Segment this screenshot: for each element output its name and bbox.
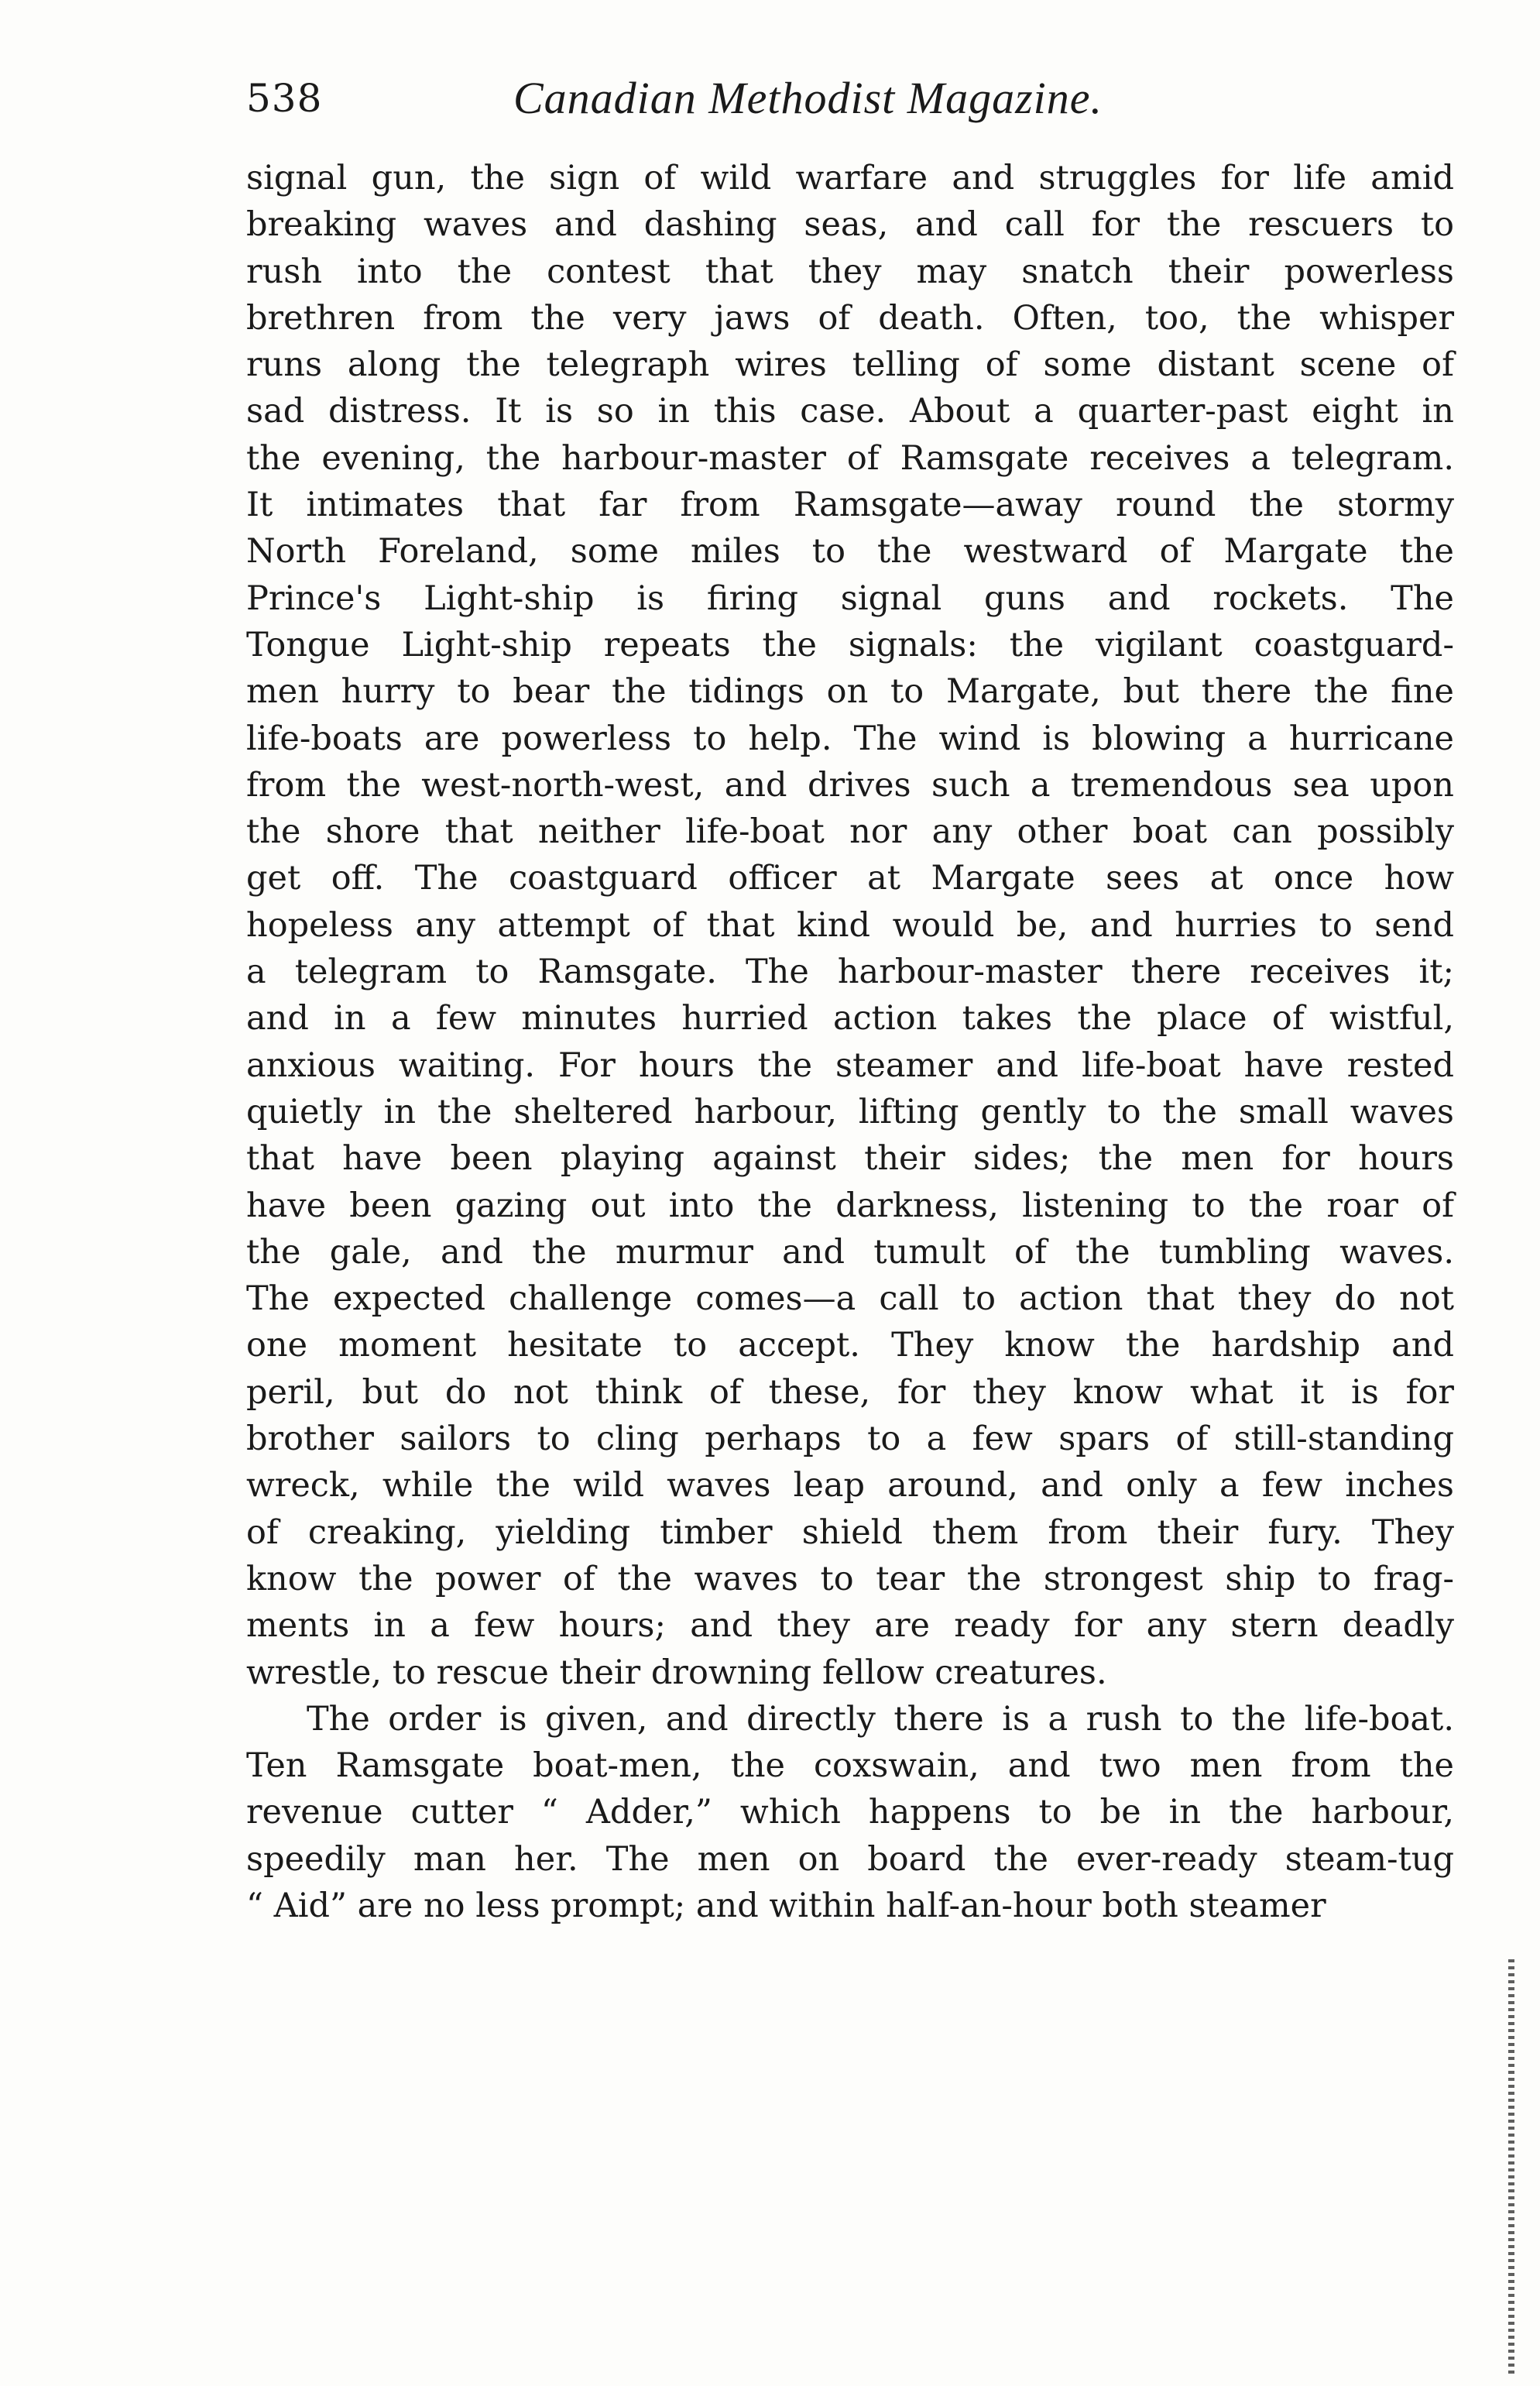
text-line: signal gun, the sign of wild warfare and struggles for life amid: [246, 159, 1454, 197]
text-line: It intimates that far from Ramsgate—away round the stormy: [246, 486, 1454, 525]
text-line: rush into the contest that they may snatch their powerless: [246, 252, 1454, 291]
text-line: of creaking, yielding timber shield them from their fury. They: [246, 1512, 1454, 1552]
text-line: men hurry to bear the tidings on to Margate, but there the fine: [246, 672, 1454, 712]
text-line: the gale, and the murmur and tumult of the tumbling waves.: [246, 1232, 1454, 1272]
journal-title: Canadian Methodist Magazine.: [513, 73, 1103, 123]
text-line: wreck, while the wild waves leap around, and only a few inches: [246, 1466, 1454, 1505]
text-line: hopeless any attempt of that kind would be, and hurries to send: [246, 905, 1454, 945]
text-line: and in a few minutes hurried action takes the place of wistful,: [246, 999, 1454, 1039]
text-line: the evening, the harbour-master of Ramsgate receives a telegram.: [246, 438, 1454, 478]
running-head: [246, 64, 1454, 133]
page-number: 538: [246, 76, 323, 121]
paragraph-2: [246, 1696, 1454, 1929]
text-line: peril, but do not think of these, for they know what it is for: [246, 1372, 1454, 1412]
text-line: speedily man her. The men on board the ever-ready steam-tug: [246, 1839, 1454, 1879]
text-line: sad distress. It is so in this case. About a quarter-past eight in: [246, 392, 1454, 431]
binding-edge-mark: [1508, 1959, 1514, 2377]
body-text: [246, 155, 1454, 1929]
text-line: revenue cutter “ Adder,” which happens to be in the harbour,: [246, 1793, 1454, 1832]
text-line: from the west-north-west, and drives such a tremendous sea upon: [246, 765, 1454, 805]
text-line: anxious waiting. For hours the steamer and life-boat have rested: [246, 1045, 1454, 1085]
text-line: Tongue Light-ship repeats the signals: the vigilant coastguard-: [246, 625, 1454, 664]
text-line: wrestle, to rescue their drowning fellow creatures.: [246, 1653, 1107, 1692]
text-line: Prince's Light-ship is firing signal guns and rockets. The: [246, 578, 1454, 618]
text-line: life-boats are powerless to help. The wind is blowing a hurricane: [246, 719, 1454, 758]
text-line: brethren from the very jaws of death. Often, too, the whisper: [246, 298, 1454, 338]
text-line: runs along the telegraph wires telling of some distant scene of: [246, 345, 1454, 385]
text-line: Ten Ramsgate boat-men, the coxswain, and two men from the: [246, 1746, 1454, 1786]
text-line: ments in a few hours; and they are ready for any stern deadly: [246, 1606, 1454, 1646]
text-line: breaking waves and dashing seas, and call for the rescuers to: [246, 205, 1454, 245]
text-line: one moment hesitate to accept. They know the hardship and: [246, 1326, 1454, 1365]
text-line: The order is given, and directly there is a rush to the life-boat.: [307, 1699, 1454, 1739]
text-line: know the power of the waves to tear the strongest ship to frag-: [246, 1559, 1454, 1598]
text-line: the shore that neither life-boat nor any other boat can possibly: [246, 812, 1454, 852]
text-line: “ Aid” are no less prompt; and within half-an-hour both steamer: [246, 1886, 1326, 1925]
text-line: brother sailors to cling perhaps to a few spars of still-standing: [246, 1420, 1454, 1459]
text-line: The expected challenge comes—a call to action that they do not: [246, 1279, 1454, 1319]
text-line: quietly in the sheltered harbour, lifting gently to the small waves: [246, 1092, 1454, 1131]
text-line: get off. The coastguard officer at Margate sees at once how: [246, 859, 1454, 898]
text-line: a telegram to Ramsgate. The harbour-master there receives it;: [246, 953, 1454, 992]
text-line: have been gazing out into the darkness, listening to the roar of: [246, 1186, 1454, 1225]
paragraph-1: [246, 155, 1454, 1696]
text-line: North Foreland, some miles to the westward of Margate the: [246, 532, 1454, 572]
text-line: that have been playing against their sides; the men for hours: [246, 1139, 1454, 1179]
